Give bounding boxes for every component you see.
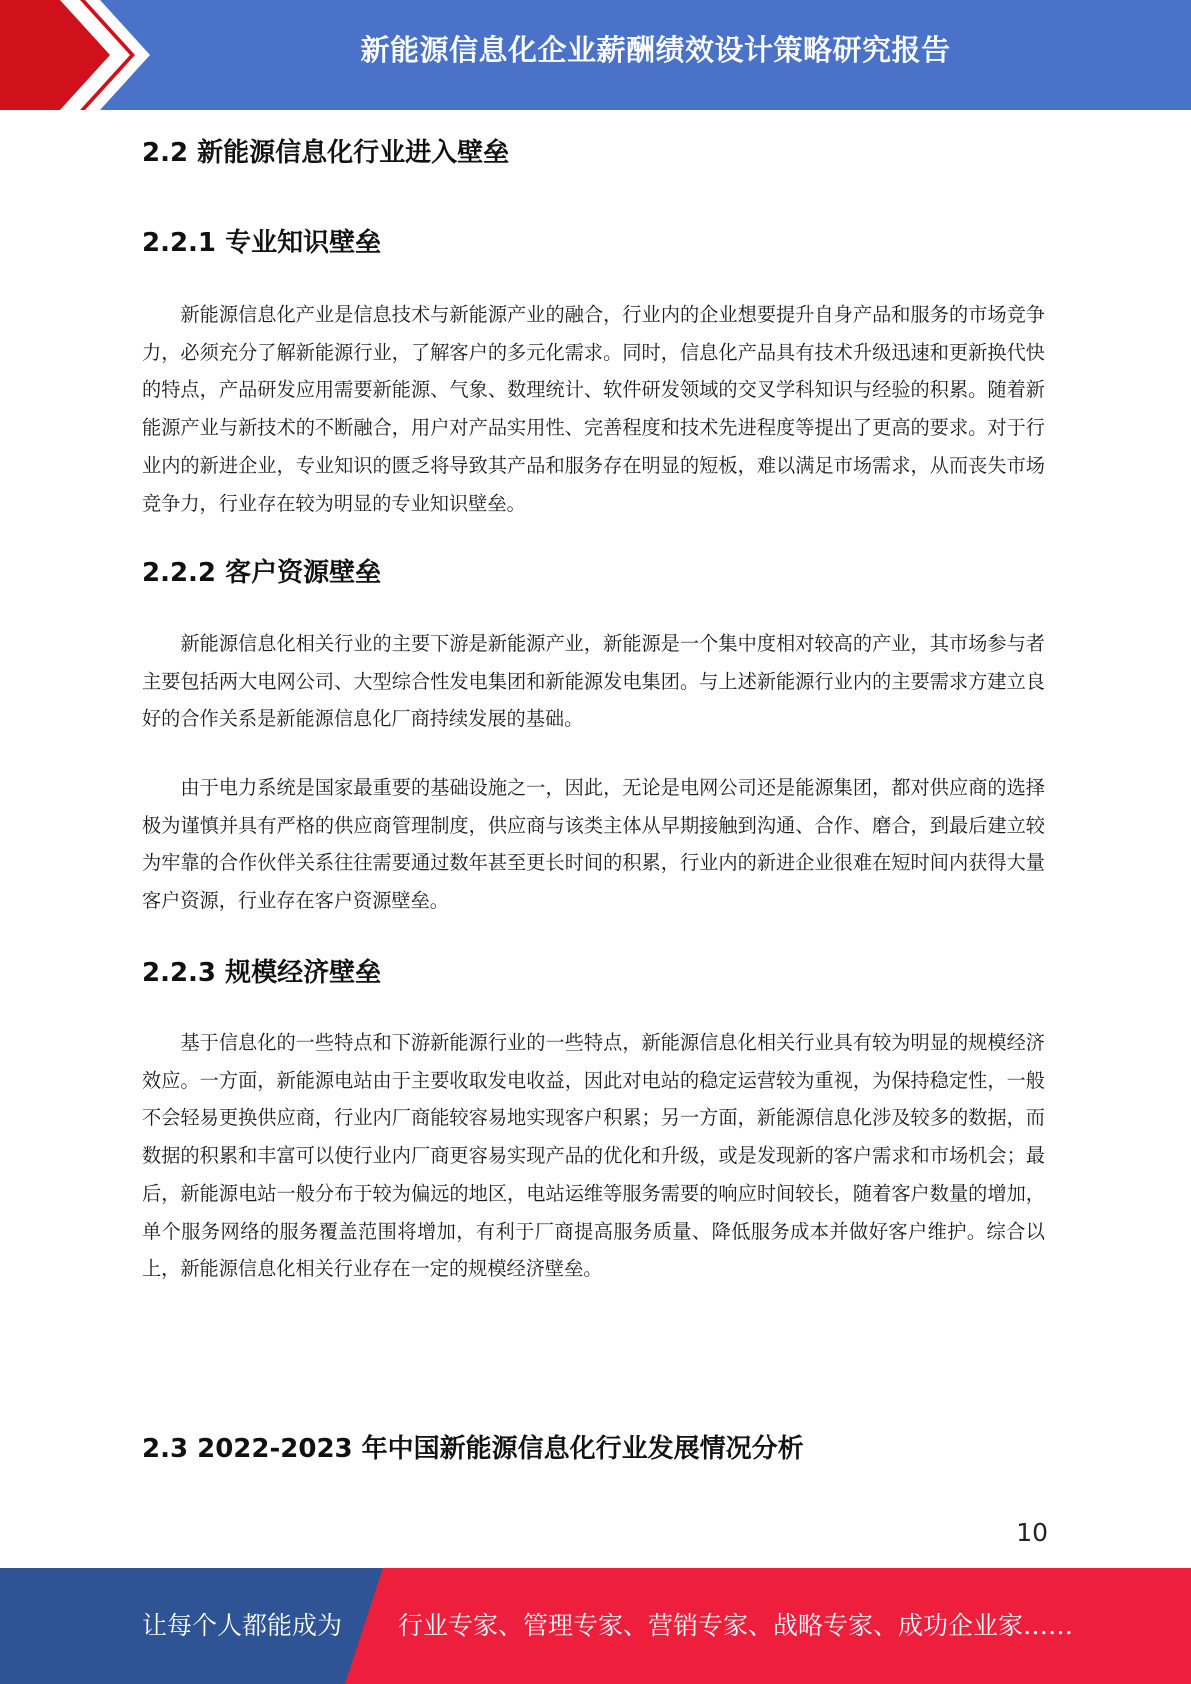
section-heading-2-2-2: 2.2.2 客户资源壁垒 bbox=[142, 558, 382, 588]
section-heading-2-2-3: 2.2.3 规模经济壁垒 bbox=[142, 958, 382, 988]
paragraph-2-2-3-1: 基于信息化的一些特点和下游新能源行业的一些特点，新能源信息化相关行业具有较为明显的规模经济效应。一方面，新能源电站由于主要收取发电收益，因此对电站的稳定运营较为重视，为保持稳定性，一般不会轻易更换供应商，行业内厂商能较容易地实现客户积累；另一方面，新能源信息化涉及较多的数据，而数据的积累和丰富可以使行业内厂商更容易实现产品的优化和升级，或是发现新的客户需求和市场机会；最后，新能源电站一般分布于较为偏远的地区，电站运维等服务需要的响应时间较长，随着客户数量的增加，单个服务网络的服务覆盖范围将增加，有利于厂商提高服务质量、降低服务成本并做好客户维护。综合以上，新能源信息化相关行业存在一定的规模经济壁垒。 bbox=[142, 1031, 1045, 1281]
paragraph-2-2-1-1: 新能源信息化产业是信息技术与新能源产业的融合，行业内的企业想要提升自身产品和服务的市场竞争力，必须充分了解新能源行业，了解客户的多元化需求。同时，信息化产品具有技术升级迅速和更新换代快的特点，产品研发应用需要新能源、气象、数理统计、软件研发领域的交叉学科知识与经验的积累。随着新能源产业与新技术的不断融合，用户对产品实用性、完善程度和技术先进程度等提出了更高的要求。对于行业内的新进企业，专业知识的匮乏将导致其产品和服务存在明显的短板，难以满足市场需求，从而丧失市场竞争力，行业存在较为明显的专业知识壁垒。 bbox=[142, 303, 1045, 515]
header-banner bbox=[0, 0, 1191, 110]
footer-banner bbox=[0, 1568, 1191, 1684]
page-number: 10 bbox=[1016, 1518, 1048, 1547]
header-arrow-decoration bbox=[0, 0, 160, 110]
section-heading-2-2-1: 2.2.1 专业知识壁垒 bbox=[142, 228, 382, 258]
footer-slogan-left: 让每个人都能成为 bbox=[142, 1611, 343, 1640]
paragraph-2-2-2-1: 新能源信息化相关行业的主要下游是新能源产业，新能源是一个集中度相对较高的产业，其市场参与者主要包括两大电网公司、大型综合性发电集团和新能源发电集团。与上述新能源行业内的主要需求方建立良好的合作关系是新能源信息化厂商持续发展的基础。 bbox=[142, 632, 1045, 731]
paragraph-2-2-2-2: 由于电力系统是国家最重要的基础设施之一，因此，无论是电网公司还是能源集团，都对供应商的选择极为谨慎并具有严格的供应商管理制度，供应商与该类主体从早期接触到沟通、合作、磨合，到最后建立较为牢靠的合作伙伴关系往往需要通过数年甚至更长时间的积累，行业内的新进企业很难在短时间内获得大量客户资源，行业存在客户资源壁垒。 bbox=[142, 776, 1045, 913]
footer-slogan-right: 行业专家、管理专家、营销专家、战略专家、成功企业家…… bbox=[398, 1611, 1074, 1640]
report-title: 新能源信息化企业薪酬绩效设计策略研究报告 bbox=[360, 33, 951, 67]
section-heading-2-2: 2.2 新能源信息化行业进入壁垒 bbox=[142, 138, 510, 168]
section-heading-2-3: 2.3 2022-2023 年中国新能源信息化行业发展情况分析 bbox=[142, 1434, 804, 1464]
